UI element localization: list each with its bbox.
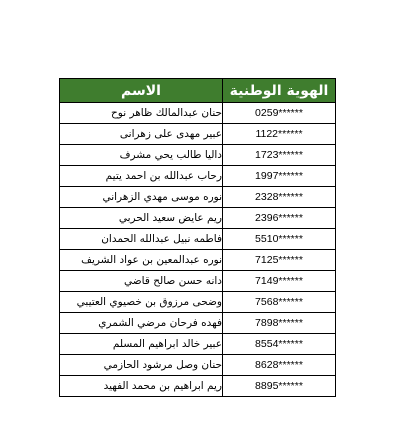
national-id-cell: ******2328 bbox=[223, 187, 336, 208]
national-id-cell: ******7125 bbox=[223, 250, 336, 271]
name-cell: فهده فرحان مرضي الشمري bbox=[60, 313, 223, 334]
table-row bbox=[60, 166, 336, 187]
header-name: الاسم bbox=[60, 79, 223, 103]
table-body bbox=[60, 103, 336, 397]
name-cell: رحاب عبدالله بن احمد يتيم bbox=[60, 166, 223, 187]
table-row bbox=[60, 103, 336, 124]
table-row bbox=[60, 145, 336, 166]
national-id-cell: ******1122 bbox=[223, 124, 336, 145]
table-row bbox=[60, 313, 336, 334]
name-cell: حنان وصل مرشود الحازمي bbox=[60, 355, 223, 376]
names-table bbox=[59, 78, 336, 397]
national-id-cell: ******2396 bbox=[223, 208, 336, 229]
national-id-cell: ******8895 bbox=[223, 376, 336, 397]
table-row bbox=[60, 334, 336, 355]
table-row bbox=[60, 376, 336, 397]
national-id-cell: ******0259 bbox=[223, 103, 336, 124]
national-id-cell: ******8628 bbox=[223, 355, 336, 376]
name-cell: نوره عبدالمعين بن عواد الشريف bbox=[60, 250, 223, 271]
name-cell: دانه حسن صالح قاضي bbox=[60, 271, 223, 292]
name-cell: حنان عبدالمالك ظاهر نوح bbox=[60, 103, 223, 124]
table-row bbox=[60, 355, 336, 376]
table-row bbox=[60, 271, 336, 292]
national-id-cell: ******7898 bbox=[223, 313, 336, 334]
table-row bbox=[60, 250, 336, 271]
name-cell: وضحى مرزوق بن خصيوي العتيبي bbox=[60, 292, 223, 313]
table-row bbox=[60, 229, 336, 250]
name-cell: داليا طالب يحي مشرف bbox=[60, 145, 223, 166]
table-header-row bbox=[60, 79, 336, 103]
name-cell: ريم عايض سعيد الحربي bbox=[60, 208, 223, 229]
national-id-cell: ******1997 bbox=[223, 166, 336, 187]
national-id-cell: ******7149 bbox=[223, 271, 336, 292]
name-cell: عبير خالد ابراهيم المسلم bbox=[60, 334, 223, 355]
national-id-cell: ******8554 bbox=[223, 334, 336, 355]
table-row bbox=[60, 292, 336, 313]
national-id-cell: ******5510 bbox=[223, 229, 336, 250]
national-id-cell: ******7568 bbox=[223, 292, 336, 313]
national-id-cell: ******1723 bbox=[223, 145, 336, 166]
header-national-id: الهوية الوطنية bbox=[223, 79, 336, 103]
name-cell: عبير مهدى على زهرانى bbox=[60, 124, 223, 145]
name-cell: نوره موسى مهدي الزهراني bbox=[60, 187, 223, 208]
table-row bbox=[60, 187, 336, 208]
name-cell: فاطمه نبيل عبدالله الحمدان bbox=[60, 229, 223, 250]
name-cell: ريم ابراهيم بن محمد الفهيد bbox=[60, 376, 223, 397]
table-row bbox=[60, 124, 336, 145]
table-row bbox=[60, 208, 336, 229]
